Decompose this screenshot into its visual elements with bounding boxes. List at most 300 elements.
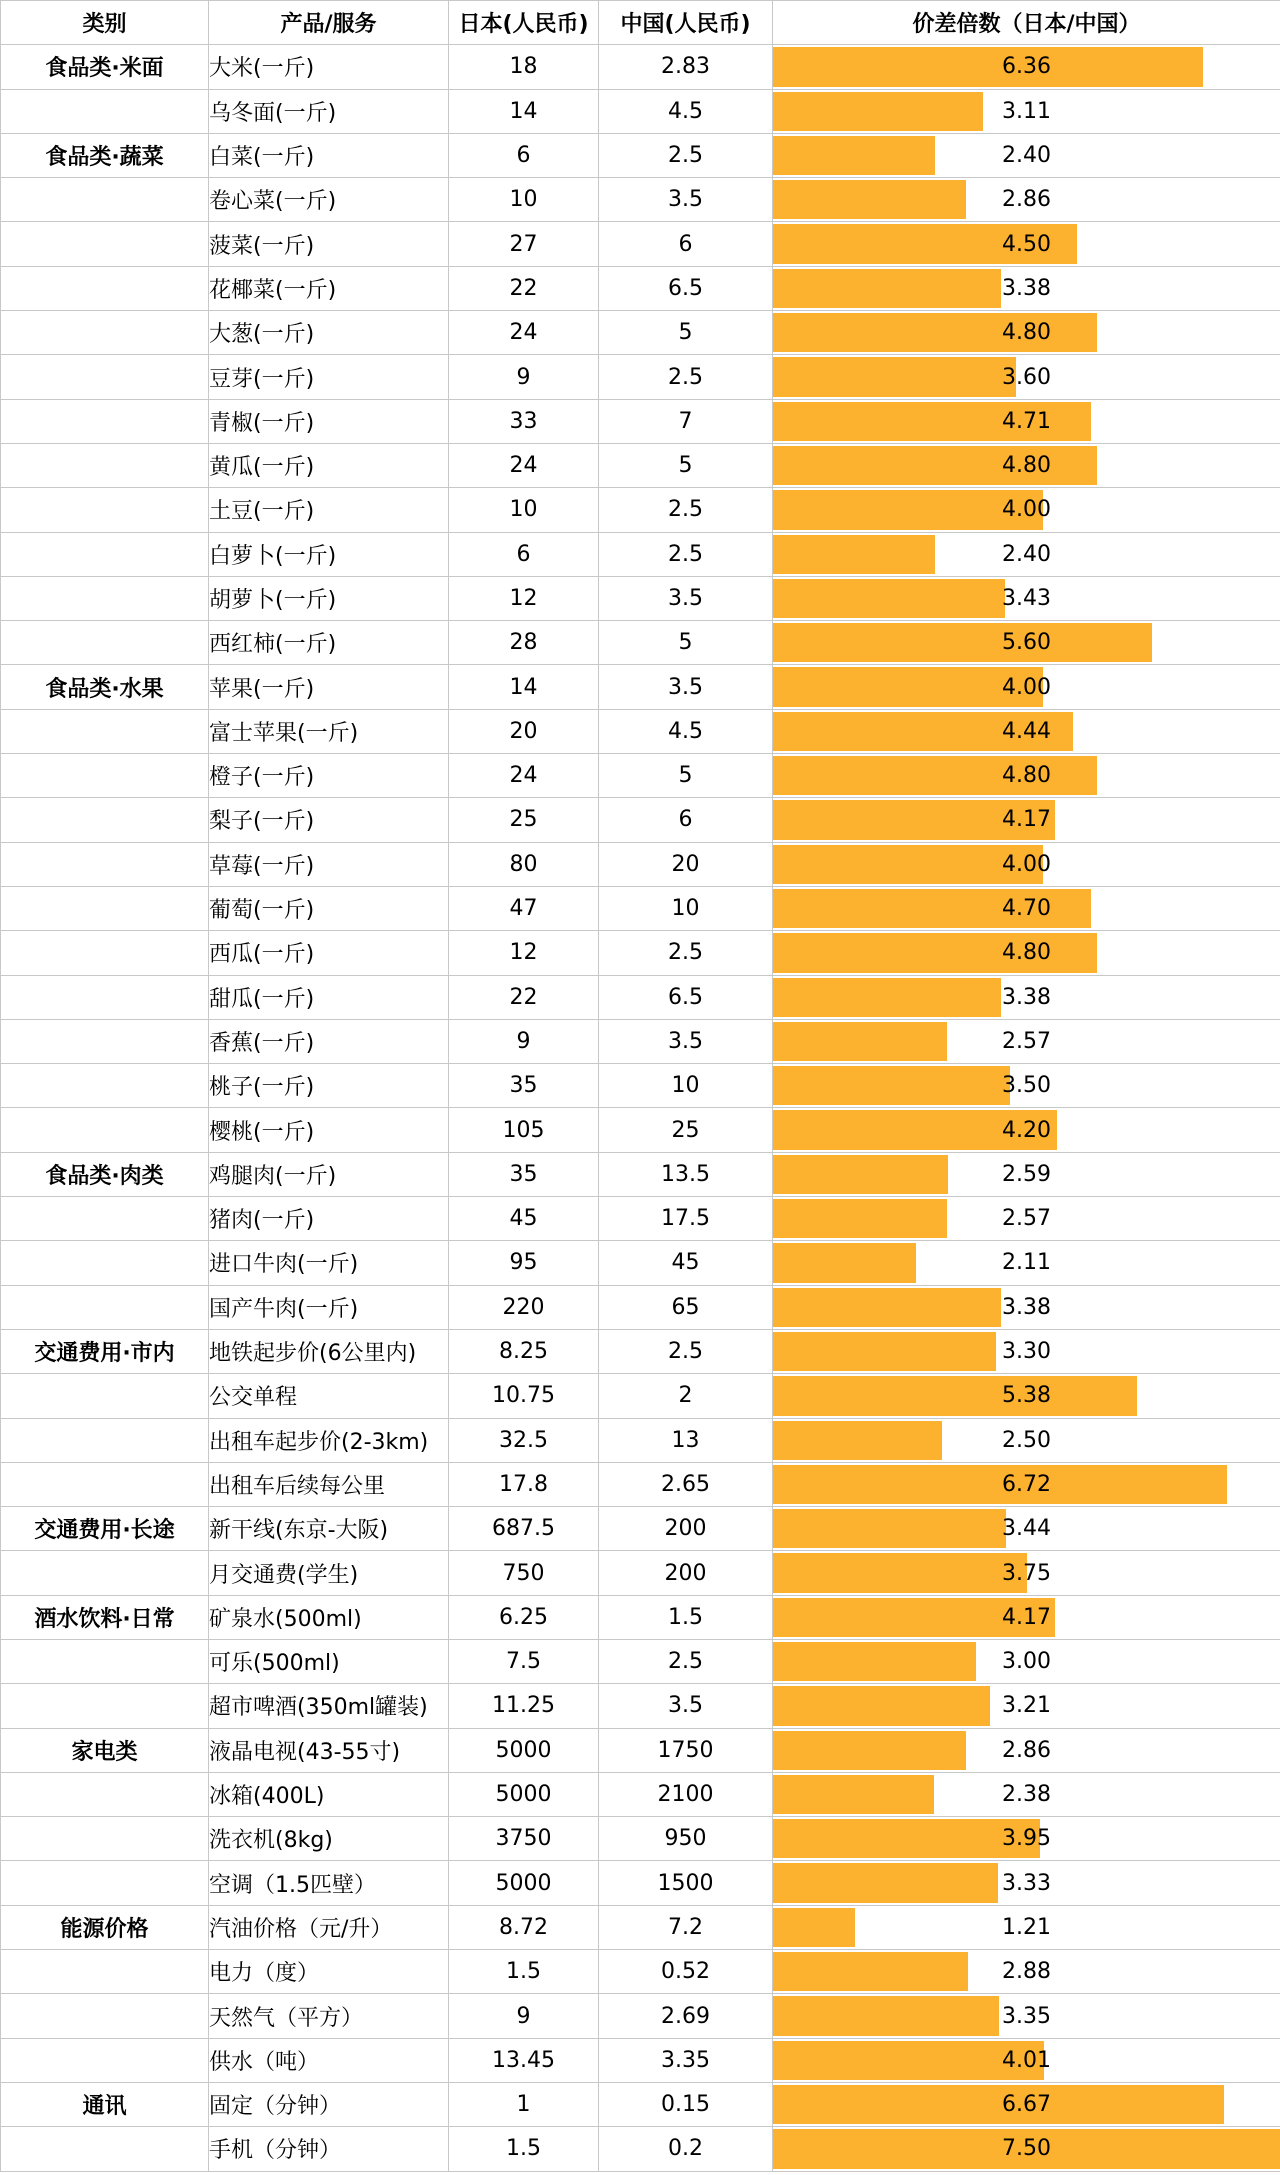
ratio-value: 4.00 — [1002, 851, 1051, 877]
table-row — [1, 798, 1280, 842]
table-row — [1, 488, 1280, 532]
japan-price-cell: 750 — [449, 1551, 599, 1595]
table-row — [1, 1994, 1280, 2038]
table-row — [1, 89, 1280, 133]
ratio-value: 4.80 — [1002, 763, 1051, 789]
header-japan-price: 日本(人民币) — [449, 1, 599, 45]
japan-price-cell: 687.5 — [449, 1507, 599, 1551]
ratio-cell — [773, 133, 1280, 177]
category-cell — [1, 1684, 209, 1728]
china-price-cell: 2.83 — [599, 45, 773, 89]
ratio-cell — [773, 1462, 1280, 1506]
china-price-cell: 45 — [599, 1241, 773, 1285]
category-cell — [1, 1285, 209, 1329]
category-cell: 交通费用·长途 — [1, 1507, 209, 1551]
product-cell: 鸡腿肉(一斤) — [209, 1152, 449, 1196]
ratio-cell — [773, 621, 1280, 665]
category-cell: 交通费用·市内 — [1, 1329, 209, 1373]
japan-price-cell: 220 — [449, 1285, 599, 1329]
product-cell: 胡萝卜(一斤) — [209, 576, 449, 620]
china-price-cell: 200 — [599, 1551, 773, 1595]
product-cell: 草莓(一斤) — [209, 842, 449, 886]
category-cell — [1, 621, 209, 665]
ratio-cell — [773, 355, 1280, 399]
ratio-value: 2.57 — [1002, 1028, 1051, 1054]
table-row — [1, 1905, 1280, 1949]
japan-price-cell: 24 — [449, 754, 599, 798]
category-cell — [1, 1551, 209, 1595]
ratio-cell — [773, 222, 1280, 266]
ratio-value: 3.38 — [1002, 984, 1051, 1010]
japan-price-cell: 5000 — [449, 1772, 599, 1816]
ratio-value: 3.50 — [1002, 1073, 1051, 1099]
table-row — [1, 576, 1280, 620]
category-cell — [1, 89, 209, 133]
category-cell — [1, 1019, 209, 1063]
product-cell: 白菜(一斤) — [209, 133, 449, 177]
china-price-cell: 6.5 — [599, 266, 773, 310]
category-cell: 能源价格 — [1, 1905, 209, 1949]
ratio-value: 3.60 — [1002, 364, 1051, 390]
table-row — [1, 1197, 1280, 1241]
china-price-cell: 0.52 — [599, 1950, 773, 1994]
product-cell: 猪肉(一斤) — [209, 1197, 449, 1241]
japan-price-cell: 105 — [449, 1108, 599, 1152]
japan-price-cell: 35 — [449, 1064, 599, 1108]
product-cell: 洗衣机(8kg) — [209, 1817, 449, 1861]
ratio-cell — [773, 1994, 1280, 2038]
ratio-cell — [773, 1019, 1280, 1063]
ratio-cell — [773, 443, 1280, 487]
category-cell — [1, 1817, 209, 1861]
japan-price-cell: 13.45 — [449, 2038, 599, 2082]
china-price-cell: 3.5 — [599, 576, 773, 620]
china-price-cell: 2100 — [599, 1772, 773, 1816]
ratio-cell — [773, 2082, 1280, 2126]
ratio-value: 4.50 — [1002, 231, 1051, 257]
ratio-value: 2.88 — [1002, 1959, 1051, 1985]
japan-price-cell: 17.8 — [449, 1462, 599, 1506]
table-row — [1, 399, 1280, 443]
japan-price-cell: 25 — [449, 798, 599, 842]
header-category: 类别 — [1, 1, 209, 45]
product-cell: 月交通费(学生) — [209, 1551, 449, 1595]
japan-price-cell: 27 — [449, 222, 599, 266]
ratio-cell — [773, 1817, 1280, 1861]
china-price-cell: 2.5 — [599, 1329, 773, 1373]
china-price-cell: 13 — [599, 1418, 773, 1462]
ratio-cell — [773, 886, 1280, 930]
category-cell: 食品类·肉类 — [1, 1152, 209, 1196]
china-price-cell: 2.5 — [599, 488, 773, 532]
product-cell: 乌冬面(一斤) — [209, 89, 449, 133]
japan-price-cell: 32.5 — [449, 1418, 599, 1462]
category-cell — [1, 931, 209, 975]
category-cell — [1, 532, 209, 576]
category-cell — [1, 1772, 209, 1816]
ratio-cell — [773, 1152, 1280, 1196]
china-price-cell: 2.5 — [599, 133, 773, 177]
category-cell — [1, 266, 209, 310]
table-row — [1, 1639, 1280, 1683]
table-row — [1, 355, 1280, 399]
china-price-cell: 1750 — [599, 1728, 773, 1772]
product-cell: 进口牛肉(一斤) — [209, 1241, 449, 1285]
china-price-cell: 5 — [599, 311, 773, 355]
header-price-ratio: 价差倍数（日本/中国） — [773, 1, 1280, 45]
ratio-value: 2.40 — [1002, 541, 1051, 567]
china-price-cell: 2.5 — [599, 931, 773, 975]
product-cell: 地铁起步价(6公里内) — [209, 1329, 449, 1373]
ratio-value: 6.67 — [1002, 2092, 1051, 2118]
ratio-value: 3.38 — [1002, 275, 1051, 301]
china-price-cell: 1500 — [599, 1861, 773, 1905]
ratio-value: 2.59 — [1002, 1161, 1051, 1187]
category-cell — [1, 886, 209, 930]
ratio-value: 4.70 — [1002, 896, 1051, 922]
product-cell: 超市啤酒(350ml罐装) — [209, 1684, 449, 1728]
japan-price-cell: 9 — [449, 1994, 599, 2038]
category-cell — [1, 2127, 209, 2171]
product-cell: 天然气（平方） — [209, 1994, 449, 2038]
product-cell: 橙子(一斤) — [209, 754, 449, 798]
japan-price-cell: 5000 — [449, 1728, 599, 1772]
japan-price-cell: 7.5 — [449, 1639, 599, 1683]
table-row — [1, 1241, 1280, 1285]
china-price-cell: 4.5 — [599, 89, 773, 133]
japan-price-cell: 20 — [449, 709, 599, 753]
category-cell — [1, 1064, 209, 1108]
japan-price-cell: 9 — [449, 355, 599, 399]
ratio-value: 4.17 — [1002, 807, 1051, 833]
product-cell: 卷心菜(一斤) — [209, 178, 449, 222]
category-cell — [1, 709, 209, 753]
ratio-value: 3.00 — [1002, 1649, 1051, 1675]
table-row — [1, 2127, 1280, 2171]
header-row — [1, 1, 1280, 45]
ratio-cell — [773, 1507, 1280, 1551]
product-cell: 供水（吨） — [209, 2038, 449, 2082]
ratio-cell — [773, 1329, 1280, 1373]
ratio-cell — [773, 1108, 1280, 1152]
japan-price-cell: 5000 — [449, 1861, 599, 1905]
japan-price-cell: 1.5 — [449, 2127, 599, 2171]
japan-price-cell: 9 — [449, 1019, 599, 1063]
product-cell: 大葱(一斤) — [209, 311, 449, 355]
ratio-cell — [773, 2127, 1280, 2171]
product-cell: 公交单程 — [209, 1374, 449, 1418]
product-cell: 梨子(一斤) — [209, 798, 449, 842]
ratio-cell — [773, 1197, 1280, 1241]
japan-price-cell: 10 — [449, 488, 599, 532]
ratio-cell — [773, 399, 1280, 443]
ratio-cell — [773, 2038, 1280, 2082]
table-row — [1, 1595, 1280, 1639]
header-product: 产品/服务 — [209, 1, 449, 45]
category-cell: 食品类·水果 — [1, 665, 209, 709]
japan-price-cell: 8.72 — [449, 1905, 599, 1949]
ratio-value: 3.75 — [1002, 1560, 1051, 1586]
china-price-cell: 3.5 — [599, 665, 773, 709]
ratio-value: 4.80 — [1002, 453, 1051, 479]
product-cell: 葡萄(一斤) — [209, 886, 449, 930]
ratio-cell — [773, 1905, 1280, 1949]
ratio-cell — [773, 754, 1280, 798]
product-cell: 花椰菜(一斤) — [209, 266, 449, 310]
table-row — [1, 1551, 1280, 1595]
ratio-value: 3.33 — [1002, 1870, 1051, 1896]
table-row — [1, 1152, 1280, 1196]
china-price-cell: 2.5 — [599, 355, 773, 399]
category-cell — [1, 842, 209, 886]
ratio-value: 2.11 — [1002, 1250, 1051, 1276]
china-price-cell: 5 — [599, 621, 773, 665]
product-cell: 出租车后续每公里 — [209, 1462, 449, 1506]
china-price-cell: 3.5 — [599, 178, 773, 222]
china-price-cell: 10 — [599, 1064, 773, 1108]
china-price-cell: 2.5 — [599, 1639, 773, 1683]
product-cell: 苹果(一斤) — [209, 665, 449, 709]
product-cell: 国产牛肉(一斤) — [209, 1285, 449, 1329]
product-cell: 出租车起步价(2-3km) — [209, 1418, 449, 1462]
china-price-cell: 5 — [599, 754, 773, 798]
ratio-value: 3.35 — [1002, 2003, 1051, 2029]
table-row — [1, 1772, 1280, 1816]
table-row — [1, 1329, 1280, 1373]
ratio-value: 4.80 — [1002, 940, 1051, 966]
category-cell: 通讯 — [1, 2082, 209, 2126]
table-row — [1, 886, 1280, 930]
china-price-cell: 0.2 — [599, 2127, 773, 2171]
china-price-cell: 2.5 — [599, 532, 773, 576]
table-row — [1, 2082, 1280, 2126]
ratio-value: 4.20 — [1002, 1117, 1051, 1143]
table-row — [1, 1861, 1280, 1905]
japan-price-cell: 1.5 — [449, 1950, 599, 1994]
category-cell — [1, 754, 209, 798]
china-price-cell: 950 — [599, 1817, 773, 1861]
china-price-cell: 3.5 — [599, 1019, 773, 1063]
table-row — [1, 1064, 1280, 1108]
ratio-cell — [773, 842, 1280, 886]
ratio-cell — [773, 1241, 1280, 1285]
ratio-value: 6.36 — [1002, 54, 1051, 80]
category-cell — [1, 1639, 209, 1683]
product-cell: 手机（分钟） — [209, 2127, 449, 2171]
china-price-cell: 200 — [599, 1507, 773, 1551]
product-cell: 甜瓜(一斤) — [209, 975, 449, 1019]
table-row — [1, 1817, 1280, 1861]
table-row — [1, 266, 1280, 310]
japan-price-cell: 47 — [449, 886, 599, 930]
ratio-cell — [773, 709, 1280, 753]
table-row — [1, 665, 1280, 709]
product-cell: 西红柿(一斤) — [209, 621, 449, 665]
china-price-cell: 65 — [599, 1285, 773, 1329]
ratio-cell — [773, 1374, 1280, 1418]
ratio-cell — [773, 1595, 1280, 1639]
category-cell — [1, 311, 209, 355]
china-price-cell: 2.69 — [599, 1994, 773, 2038]
category-cell — [1, 1374, 209, 1418]
japan-price-cell: 12 — [449, 931, 599, 975]
china-price-cell: 0.15 — [599, 2082, 773, 2126]
ratio-value: 4.80 — [1002, 320, 1051, 346]
product-cell: 桃子(一斤) — [209, 1064, 449, 1108]
table-row — [1, 532, 1280, 576]
table-row — [1, 1462, 1280, 1506]
category-cell: 食品类·蔬菜 — [1, 133, 209, 177]
ratio-cell — [773, 1551, 1280, 1595]
table-row — [1, 1507, 1280, 1551]
ratio-cell — [773, 1418, 1280, 1462]
ratio-cell — [773, 1684, 1280, 1728]
japan-price-cell: 6.25 — [449, 1595, 599, 1639]
china-price-cell: 13.5 — [599, 1152, 773, 1196]
china-price-cell: 1.5 — [599, 1595, 773, 1639]
china-price-cell: 6 — [599, 798, 773, 842]
ratio-value: 4.01 — [1002, 2047, 1051, 2073]
category-cell: 酒水饮料·日常 — [1, 1595, 209, 1639]
product-cell: 矿泉水(500ml) — [209, 1595, 449, 1639]
table-row — [1, 1684, 1280, 1728]
header-china-price: 中国(人民币) — [599, 1, 773, 45]
japan-price-cell: 24 — [449, 311, 599, 355]
category-cell — [1, 1462, 209, 1506]
category-cell — [1, 1197, 209, 1241]
japan-price-cell: 6 — [449, 532, 599, 576]
category-cell — [1, 178, 209, 222]
japan-price-cell: 28 — [449, 621, 599, 665]
ratio-value: 3.95 — [1002, 1826, 1051, 1852]
product-cell: 西瓜(一斤) — [209, 931, 449, 975]
ratio-cell — [773, 975, 1280, 1019]
category-cell — [1, 443, 209, 487]
table-row — [1, 1950, 1280, 1994]
category-cell — [1, 1418, 209, 1462]
table-row — [1, 222, 1280, 266]
table-body — [1, 45, 1280, 2171]
ratio-cell — [773, 931, 1280, 975]
china-price-cell: 6 — [599, 222, 773, 266]
ratio-cell — [773, 1728, 1280, 1772]
category-cell — [1, 1950, 209, 1994]
ratio-cell — [773, 798, 1280, 842]
product-cell: 青椒(一斤) — [209, 399, 449, 443]
category-cell — [1, 1241, 209, 1285]
ratio-cell — [773, 1861, 1280, 1905]
ratio-cell — [773, 1639, 1280, 1683]
product-cell: 固定（分钟） — [209, 2082, 449, 2126]
category-cell: 家电类 — [1, 1728, 209, 1772]
china-price-cell: 7 — [599, 399, 773, 443]
table-row — [1, 975, 1280, 1019]
table-row — [1, 754, 1280, 798]
japan-price-cell: 10.75 — [449, 1374, 599, 1418]
ratio-value: 6.72 — [1002, 1471, 1051, 1497]
ratio-cell — [773, 178, 1280, 222]
japan-price-cell: 6 — [449, 133, 599, 177]
japan-price-cell: 1 — [449, 2082, 599, 2126]
china-price-cell: 7.2 — [599, 1905, 773, 1949]
japan-price-cell: 22 — [449, 975, 599, 1019]
product-cell: 豆芽(一斤) — [209, 355, 449, 399]
table-row — [1, 1285, 1280, 1329]
ratio-value: 2.86 — [1002, 1737, 1051, 1763]
table-row — [1, 443, 1280, 487]
japan-price-cell: 3750 — [449, 1817, 599, 1861]
product-cell: 汽油价格（元/升） — [209, 1905, 449, 1949]
ratio-cell — [773, 1285, 1280, 1329]
ratio-cell — [773, 1064, 1280, 1108]
table-row — [1, 1418, 1280, 1462]
ratio-value: 4.00 — [1002, 497, 1051, 523]
japan-price-cell: 80 — [449, 842, 599, 886]
ratio-value: 2.40 — [1002, 143, 1051, 169]
table-row — [1, 45, 1280, 89]
ratio-cell — [773, 311, 1280, 355]
product-cell: 白萝卜(一斤) — [209, 532, 449, 576]
china-price-cell: 25 — [599, 1108, 773, 1152]
table-row — [1, 2038, 1280, 2082]
ratio-value: 3.43 — [1002, 586, 1051, 611]
table-row — [1, 133, 1280, 177]
ratio-cell — [773, 1772, 1280, 1816]
japan-price-cell: 45 — [449, 1197, 599, 1241]
ratio-value: 5.38 — [1002, 1383, 1051, 1409]
ratio-cell — [773, 576, 1280, 620]
product-cell: 富士苹果(一斤) — [209, 709, 449, 753]
category-cell: 食品类·米面 — [1, 45, 209, 89]
category-cell — [1, 1108, 209, 1152]
table-row — [1, 311, 1280, 355]
china-price-cell: 2 — [599, 1374, 773, 1418]
ratio-cell — [773, 266, 1280, 310]
product-cell: 空调（1.5匹壁） — [209, 1861, 449, 1905]
product-cell: 黄瓜(一斤) — [209, 443, 449, 487]
china-price-cell: 3.35 — [599, 2038, 773, 2082]
japan-price-cell: 24 — [449, 443, 599, 487]
ratio-cell — [773, 1950, 1280, 1994]
category-cell — [1, 975, 209, 1019]
japan-price-cell: 33 — [449, 399, 599, 443]
ratio-value: 2.57 — [1002, 1206, 1051, 1232]
table-row — [1, 1728, 1280, 1772]
ratio-value: 3.44 — [1002, 1516, 1051, 1542]
category-cell — [1, 576, 209, 620]
ratio-value: 3.21 — [1002, 1693, 1051, 1719]
ratio-cell — [773, 532, 1280, 576]
ratio-value: 4.71 — [1002, 408, 1051, 434]
table-row — [1, 621, 1280, 665]
product-cell: 可乐(500ml) — [209, 1639, 449, 1683]
china-price-cell: 17.5 — [599, 1197, 773, 1241]
category-cell — [1, 488, 209, 532]
table-row — [1, 709, 1280, 753]
product-cell: 香蕉(一斤) — [209, 1019, 449, 1063]
china-price-cell: 10 — [599, 886, 773, 930]
japan-price-cell: 14 — [449, 665, 599, 709]
category-cell — [1, 355, 209, 399]
japan-price-cell: 22 — [449, 266, 599, 310]
japan-price-cell: 18 — [449, 45, 599, 89]
category-cell — [1, 399, 209, 443]
table-row — [1, 1019, 1280, 1063]
ratio-cell — [773, 665, 1280, 709]
product-cell: 土豆(一斤) — [209, 488, 449, 532]
product-cell: 液晶电视(43-55寸) — [209, 1728, 449, 1772]
category-cell — [1, 2038, 209, 2082]
